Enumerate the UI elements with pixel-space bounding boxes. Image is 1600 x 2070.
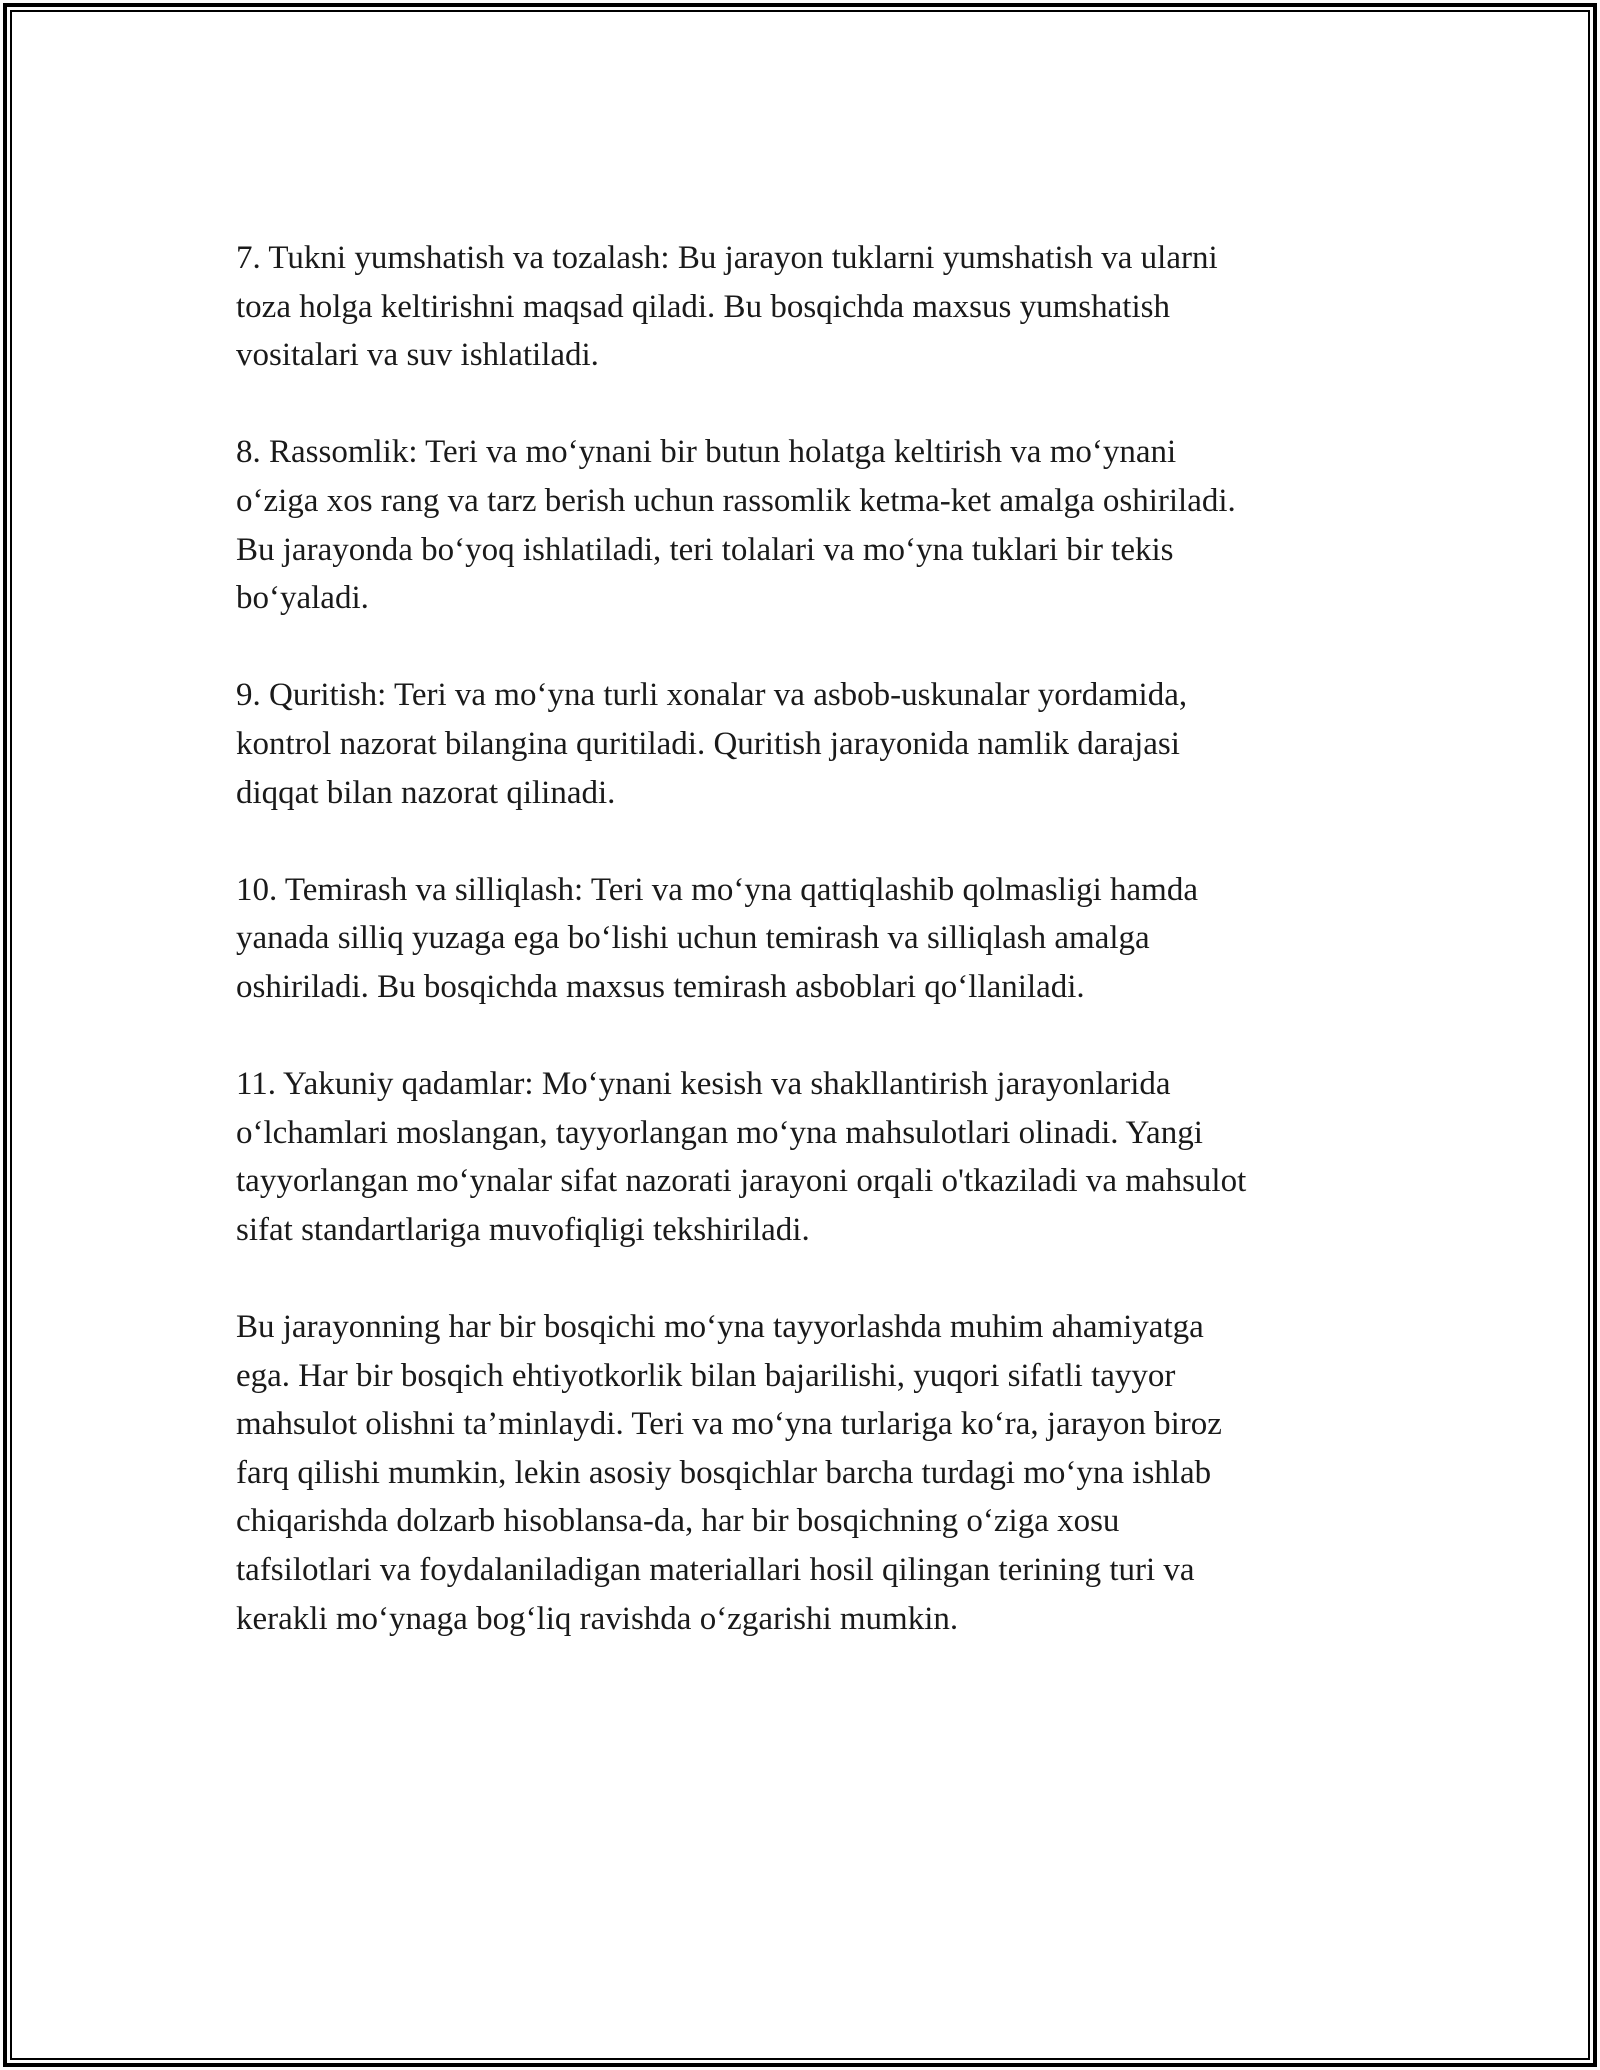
paragraph-step-7 bbox=[236, 234, 1386, 380]
text-line: toza holga keltirishni maqsad qiladi. Bu bosqichda maxsus yumshatish bbox=[236, 288, 1170, 325]
paragraph-step-10 bbox=[236, 866, 1386, 1012]
text-line: tayyorlangan mo‘ynalar sifat nazorati jarayoni orqali o'tkaziladi va mahsulot bbox=[236, 1163, 1247, 1200]
text-line: kontrol nazorat bilangina quritiladi. Quritish jarayonida namlik darajasi bbox=[236, 725, 1180, 762]
paragraph-conclusion bbox=[236, 1303, 1386, 1643]
text-line: kerakli mo‘ynaga bog‘liq ravishda o‘zgarishi mumkin. bbox=[236, 1600, 959, 1637]
text-line: yanada silliq yuzaga ega bo‘lishi uchun temirash va silliqlash amalga bbox=[236, 920, 1150, 957]
document-body bbox=[236, 234, 1386, 1692]
paragraph-step-8 bbox=[236, 428, 1386, 622]
text-line: oshiriladi. Bu bosqichda maxsus temirash asboblari qo‘llaniladi. bbox=[236, 968, 1085, 1005]
text-line: farq qilishi mumkin, lekin asosiy bosqichlar barcha turdagi mo‘yna ishlab bbox=[236, 1454, 1212, 1491]
text-line: mahsulot olishni ta’minlaydi. Teri va mo‘yna turlariga ko‘ra, jarayon biroz bbox=[236, 1406, 1222, 1443]
text-line: 7. Tukni yumshatish va tozalash: Bu jarayon tuklarni yumshatish va ularni bbox=[236, 240, 1218, 276]
text-line: diqqat bilan nazorat qilinadi. bbox=[236, 774, 616, 811]
text-line: vositalari va suv ishlatiladi. bbox=[236, 337, 599, 374]
text-line: tafsilotlari va foydalaniladigan materiallari hosil qilingan terining turi va bbox=[236, 1552, 1195, 1589]
text-line: o‘lchamlari moslangan, tayyorlangan mo‘yna mahsulotlari olinadi. Yangi bbox=[236, 1114, 1203, 1151]
text-line: chiqarishda dolzarb hisoblansa-da, har bir bosqichning o‘ziga xosu bbox=[236, 1503, 1120, 1540]
text-line: sifat standartlariga muvofiqligi tekshiriladi. bbox=[236, 1211, 810, 1248]
text-line: Bu jarayonning har bir bosqichi mo‘yna tayyorlashda muhim ahamiyatga bbox=[236, 1309, 1204, 1346]
text-line: o‘ziga xos rang va tarz berish uchun rassomlik ketma-ket amalga oshiriladi. bbox=[236, 482, 1236, 519]
text-line: 11. Yakuniy qadamlar: Mo‘ynani kesish va shakllantirish jarayonlarida bbox=[236, 1066, 1171, 1103]
text-line: 9. Quritish: Teri va mo‘yna turli xonalar va asbob-uskunalar yordamida, bbox=[236, 677, 1188, 714]
paragraph-step-11 bbox=[236, 1060, 1386, 1254]
text-line: Bu jarayonda bo‘yoq ishlatiladi, teri tolalari va mo‘yna tuklari bir tekis bbox=[236, 531, 1174, 568]
text-line: ega. Har bir bosqich ehtiyotkorlik bilan bajarilishi, yuqori sifatli tayyor bbox=[236, 1357, 1176, 1394]
text-line: bo‘yaladi. bbox=[236, 580, 369, 617]
text-line: 8. Rassomlik: Teri va mo‘ynani bir butun holatga keltirish va mo‘ynani bbox=[236, 434, 1177, 471]
paragraph-step-9 bbox=[236, 671, 1386, 817]
text-line: 10. Temirash va silliqlash: Teri va mo‘yna qattiqlashib qolmasligi hamda bbox=[236, 871, 1198, 908]
